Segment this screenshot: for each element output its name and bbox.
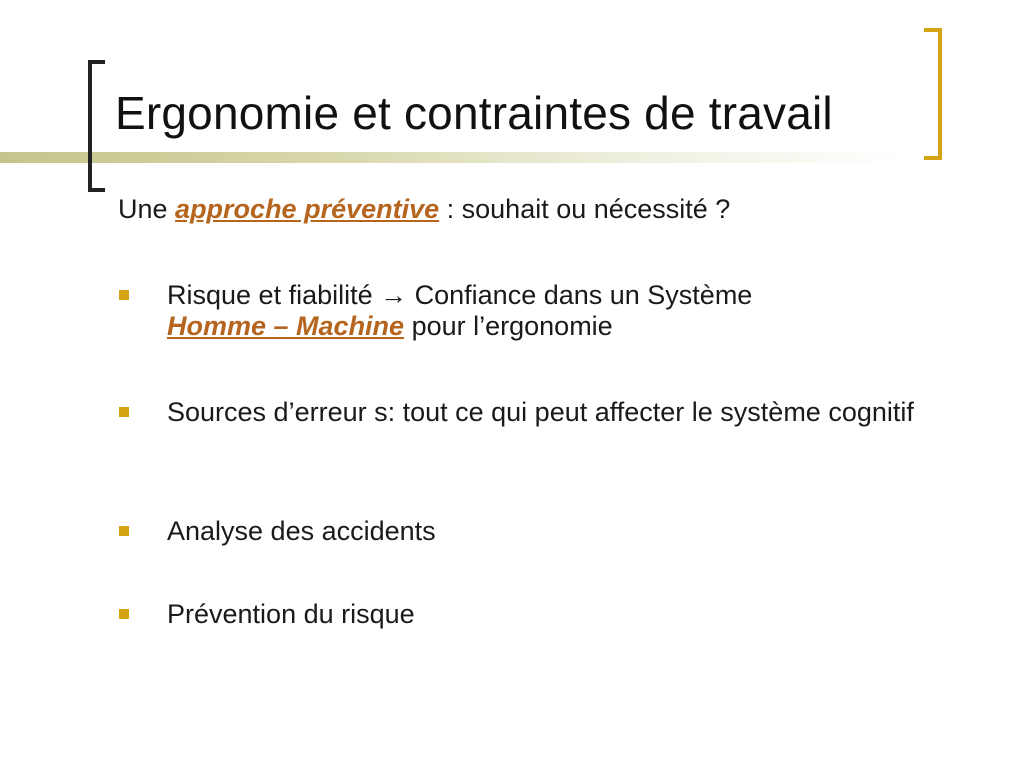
- bullet-item: [167, 397, 927, 428]
- bullet-text: Prévention du risque: [167, 599, 415, 629]
- intro-emphasis: approche préventive: [175, 194, 440, 224]
- intro-prefix: Une: [118, 194, 176, 224]
- intro-line: [118, 194, 730, 225]
- bullet-item: [167, 516, 927, 547]
- bullet-text: Risque et fiabilité: [167, 280, 381, 310]
- bullet-text: Sources d’erreur s: tout ce qui peut affecter le système cognitif: [167, 397, 914, 427]
- bullet-text: Confiance dans un Système: [407, 280, 753, 310]
- bullet-text: pour l’ergonomie: [404, 311, 613, 341]
- bullet-emphasis: Homme – Machine: [167, 311, 405, 341]
- square-bullet-icon: [119, 526, 129, 536]
- title-underline-rule: [0, 152, 1024, 163]
- square-bullet-icon: [119, 290, 129, 300]
- square-bullet-icon: [119, 609, 129, 619]
- bullet-item: [167, 280, 927, 342]
- slide-title: Ergonomie et contraintes de travail: [115, 87, 833, 139]
- intro-suffix: : souhait ou nécessité ?: [439, 194, 731, 224]
- bullet-text: Analyse des accidents: [167, 516, 436, 546]
- arrow-right-icon: →: [380, 280, 408, 310]
- bullet-item: [167, 599, 927, 630]
- left-bracket-decoration: [88, 60, 105, 192]
- right-bracket-decoration: [924, 28, 942, 160]
- square-bullet-icon: [119, 407, 129, 417]
